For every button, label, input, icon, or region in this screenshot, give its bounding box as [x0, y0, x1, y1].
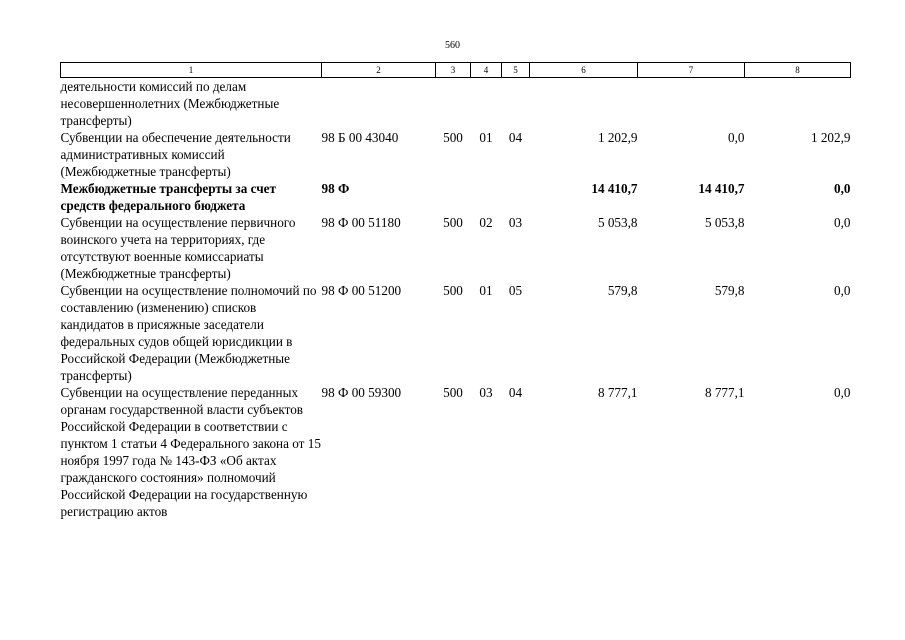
table-row	[61, 384, 851, 520]
row-sum-total: 1 202,9	[597, 130, 638, 145]
row-subsection: 04	[508, 130, 523, 145]
table-row	[61, 129, 851, 180]
budget-table	[60, 62, 851, 520]
table-row	[61, 282, 851, 384]
row-sum-total: 8 777,1	[597, 385, 638, 400]
column-header: 6	[530, 63, 638, 78]
row-section: 01	[479, 130, 493, 145]
row-sum-2	[638, 78, 745, 130]
row-expense-type: 500	[443, 283, 463, 298]
row-sum-2: 8 777,1	[704, 385, 745, 400]
row-sum-total: 579,8	[607, 283, 638, 298]
row-sum-3	[745, 78, 851, 130]
row-subsection	[502, 78, 530, 130]
row-target-code: 98 Ф	[321, 181, 350, 196]
row-section: 02	[479, 215, 493, 230]
row-target-code: 98 Ф 00 51200	[321, 283, 402, 298]
row-name: Субвенции на осуществление первичного воинского учета на территориях, где отсутствуют военные комиссариаты (Межбюджетные трансферты)	[60, 215, 296, 281]
column-header: 3	[436, 63, 471, 78]
row-target-code: 98 Ф 00 51180	[321, 215, 401, 230]
column-header: 5	[502, 63, 530, 78]
row-name: Субвенции на осуществление полномочий по составлению (изменению) списков кандидатов в присяжные заседатели федеральных судов общей юрисдикции в Российской Федерации (Межбюджетные трансферты)	[60, 283, 317, 383]
row-sum-3: 0,0	[834, 283, 851, 298]
row-expense-type	[436, 78, 471, 130]
row-section: 01	[479, 283, 493, 298]
row-target-code: 98 Б 00 43040	[321, 130, 399, 145]
row-name: Субвенции на обеспечение деятельности административных комиссий (Межбюджетные трансферты)	[60, 130, 291, 179]
row-sum-3: 0,0	[834, 215, 851, 230]
row-expense-type: 500	[443, 385, 463, 400]
column-header: 4	[471, 63, 502, 78]
row-sum-total: 14 410,7	[591, 181, 638, 196]
page-number: 560	[445, 40, 460, 51]
row-target-code	[322, 78, 436, 130]
row-sum-3: 1 202,9	[810, 130, 851, 145]
column-number-header	[61, 63, 851, 78]
row-sum-3: 0,0	[834, 385, 851, 400]
column-header: 1	[61, 63, 322, 78]
table-row	[61, 180, 851, 214]
column-header: 2	[322, 63, 436, 78]
column-header: 7	[638, 63, 745, 78]
row-expense-type: 500	[443, 215, 463, 230]
row-subsection: 03	[508, 215, 523, 230]
row-sum-total	[530, 78, 638, 130]
column-header: 8	[745, 63, 851, 78]
row-subsection: 05	[508, 283, 523, 298]
row-sum-total: 5 053,8	[597, 215, 638, 230]
row-sum-2: 5 053,8	[704, 215, 745, 230]
row-subsection	[502, 180, 530, 214]
row-name: Субвенции на осуществление переданных органам государственной власти субъектов Российской Федерации в соответствии с пунктом 1 статьи 4 Федерального закона от 15 ноября 1997 года № 143-ФЗ «Об актах гражданского состояния» полномочий Российской Федерации на государственную регистрацию актов	[60, 385, 321, 519]
row-subsection: 04	[508, 385, 523, 400]
row-section: 03	[479, 385, 493, 400]
table-row	[61, 214, 851, 282]
row-expense-type: 500	[443, 130, 463, 145]
row-target-code: 98 Ф 00 59300	[321, 385, 402, 400]
row-name: деятельности комиссий по делам несовершеннолетних (Межбюджетные трансферты)	[60, 79, 280, 128]
row-sum-2: 14 410,7	[698, 181, 745, 196]
table-body	[61, 78, 851, 521]
row-name: Межбюджетные трансферты за счет средств федерального бюджета	[60, 181, 276, 213]
row-sum-2: 579,8	[714, 283, 745, 298]
row-sum-3: 0,0	[834, 181, 851, 196]
row-sum-2: 0,0	[728, 130, 745, 145]
row-section	[471, 78, 502, 130]
row-section	[471, 180, 502, 214]
table-row	[61, 78, 851, 130]
row-expense-type	[436, 180, 471, 214]
